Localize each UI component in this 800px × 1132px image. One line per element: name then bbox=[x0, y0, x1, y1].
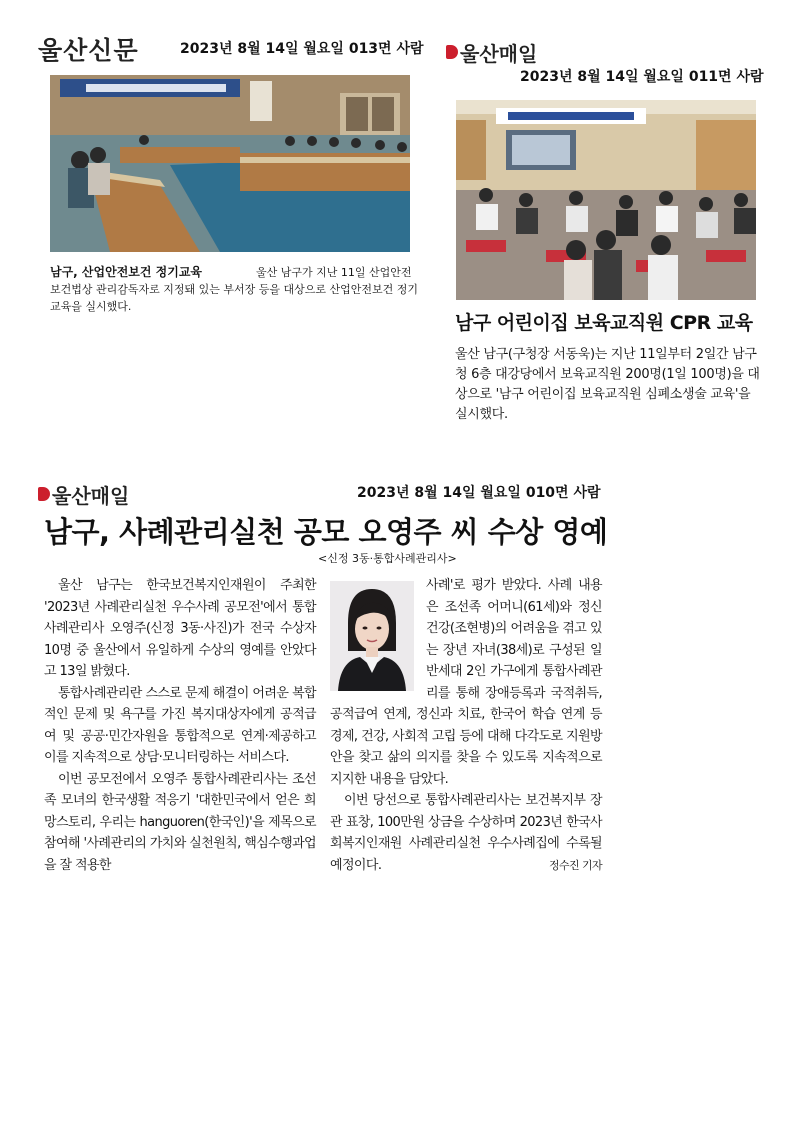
caption-title: 남구, 산업안전보건 정기교육 bbox=[50, 265, 203, 279]
headline-cpr-education: 남구 어린이집 보육교직원 CPR 교육 bbox=[455, 312, 753, 334]
date-line-2: 2023년 8월 14일 월요일 011면 사람 bbox=[520, 69, 764, 85]
article-column-1 bbox=[44, 575, 316, 876]
article-paragraph-5-text: 이번 당선으로 통합사례관리사는 보건복지부 장관 표창, 100만원 상금을 수상하며 2023년 한국사회복지인재원 사례관리실천 우수사례집에 수록될 예정이다. bbox=[330, 793, 602, 873]
paper-logo-ulsan-maeil-2 bbox=[38, 480, 129, 509]
caption-safety-education bbox=[50, 264, 420, 315]
paper-logo-ulsan-maeil-1 bbox=[446, 38, 537, 67]
article-paragraph-2: 통합사례관리란 스스로 문제 해결이 어려운 복합적인 문제 및 욕구를 가진 복지대상자에게 공적급여 및 공공·민간자원을 통합적으로 연계·제공하고 이를 지속적으로 상담·모니터링하는 서비스다. bbox=[44, 685, 316, 765]
body-cpr-education: 울산 남구(구청장 서동욱)는 지난 11일부터 2일간 남구청 6층 대강당에서 보육교직원 200명(1일 100명)을 대상으로 '남구 어린이집 보육교직원 심폐소생술 교육'을 실시했다. bbox=[455, 347, 760, 422]
portrait-photo-image bbox=[330, 581, 414, 691]
paper-name-ulsan-maeil-2: 울산매일 bbox=[52, 484, 130, 508]
photo-cpr-education bbox=[456, 100, 756, 300]
headline-case-management-award: 남구, 사례관리실천 공모 오영주 씨 수상 영예 bbox=[44, 515, 608, 549]
caption-body: 울산 남구가 지난 11일 산업안전보건법상 관리감독자로 지정돼 있는 부서장 등을 대상으로 산업안전보건 정기교육을 실시했다. bbox=[50, 266, 419, 313]
date-line-1: 2023년 8월 14일 월요일 013면 사람 bbox=[180, 41, 424, 57]
photo-safety-education-image bbox=[50, 75, 410, 252]
date-line-3: 2023년 8월 14일 월요일 010면 사람 bbox=[357, 485, 601, 501]
byline: 정수진 기자 bbox=[548, 858, 602, 872]
photo-cpr-education-image bbox=[456, 100, 756, 300]
paper-name-ulsan-maeil-1: 울산매일 bbox=[460, 42, 538, 66]
subhead-case-management-award: <신정 3동·통합사례관리사> bbox=[318, 552, 457, 565]
paper-name-ulsan-sinmun: 울산신문 bbox=[38, 36, 139, 65]
photo-safety-education bbox=[50, 75, 410, 252]
article-paragraph-1: 울산 남구는 한국보건복지인재원이 주최한 '2023년 사례관리실천 우수사례 공모전'에서 통합사례관리사 오영주(신정 3동·사진)가 전국 수상자 10명 중 울산에서 유일하게 수상의 영예를 안았다고 13일 밝혔다. bbox=[44, 578, 316, 679]
portrait-photo bbox=[330, 581, 414, 691]
article-paragraph-5 bbox=[330, 790, 602, 876]
article-paragraph-3: 이번 공모전에서 오영주 통합사례관리사는 조선족 모녀의 한국생활 적응기 '대한민국에서 얻은 희망스토리, 우리는 hanguoren(한국인)'을 제목으로 참여해 '사례관리의 가치와 실천원칙, 핵심수행과업을 잘 적용한 bbox=[44, 771, 316, 873]
ulsan-maeil-logo-icon bbox=[38, 487, 50, 501]
article-paragraph-4: 사례'로 평가 받았다. 사례 내용은 조선족 어머니(61세)와 정신건강(조현병)의 어려움을 겪고 있는 장년 자녀(38세)로 구성된 일반세대 2인 가구에게 통합사례관리를 통해 장애등록과 국적취득, 공적급여 연계, 정신과 치료, 한국어 학습 연계 등 경제, 건강, 사회적 고립 등에 대해 다각도로 지원방안을 찾고 삶의 의지를 찾을 수 있도록 지속적으로 지지한 내용을 담았다. bbox=[330, 578, 602, 787]
ulsan-maeil-logo-icon bbox=[446, 45, 458, 59]
